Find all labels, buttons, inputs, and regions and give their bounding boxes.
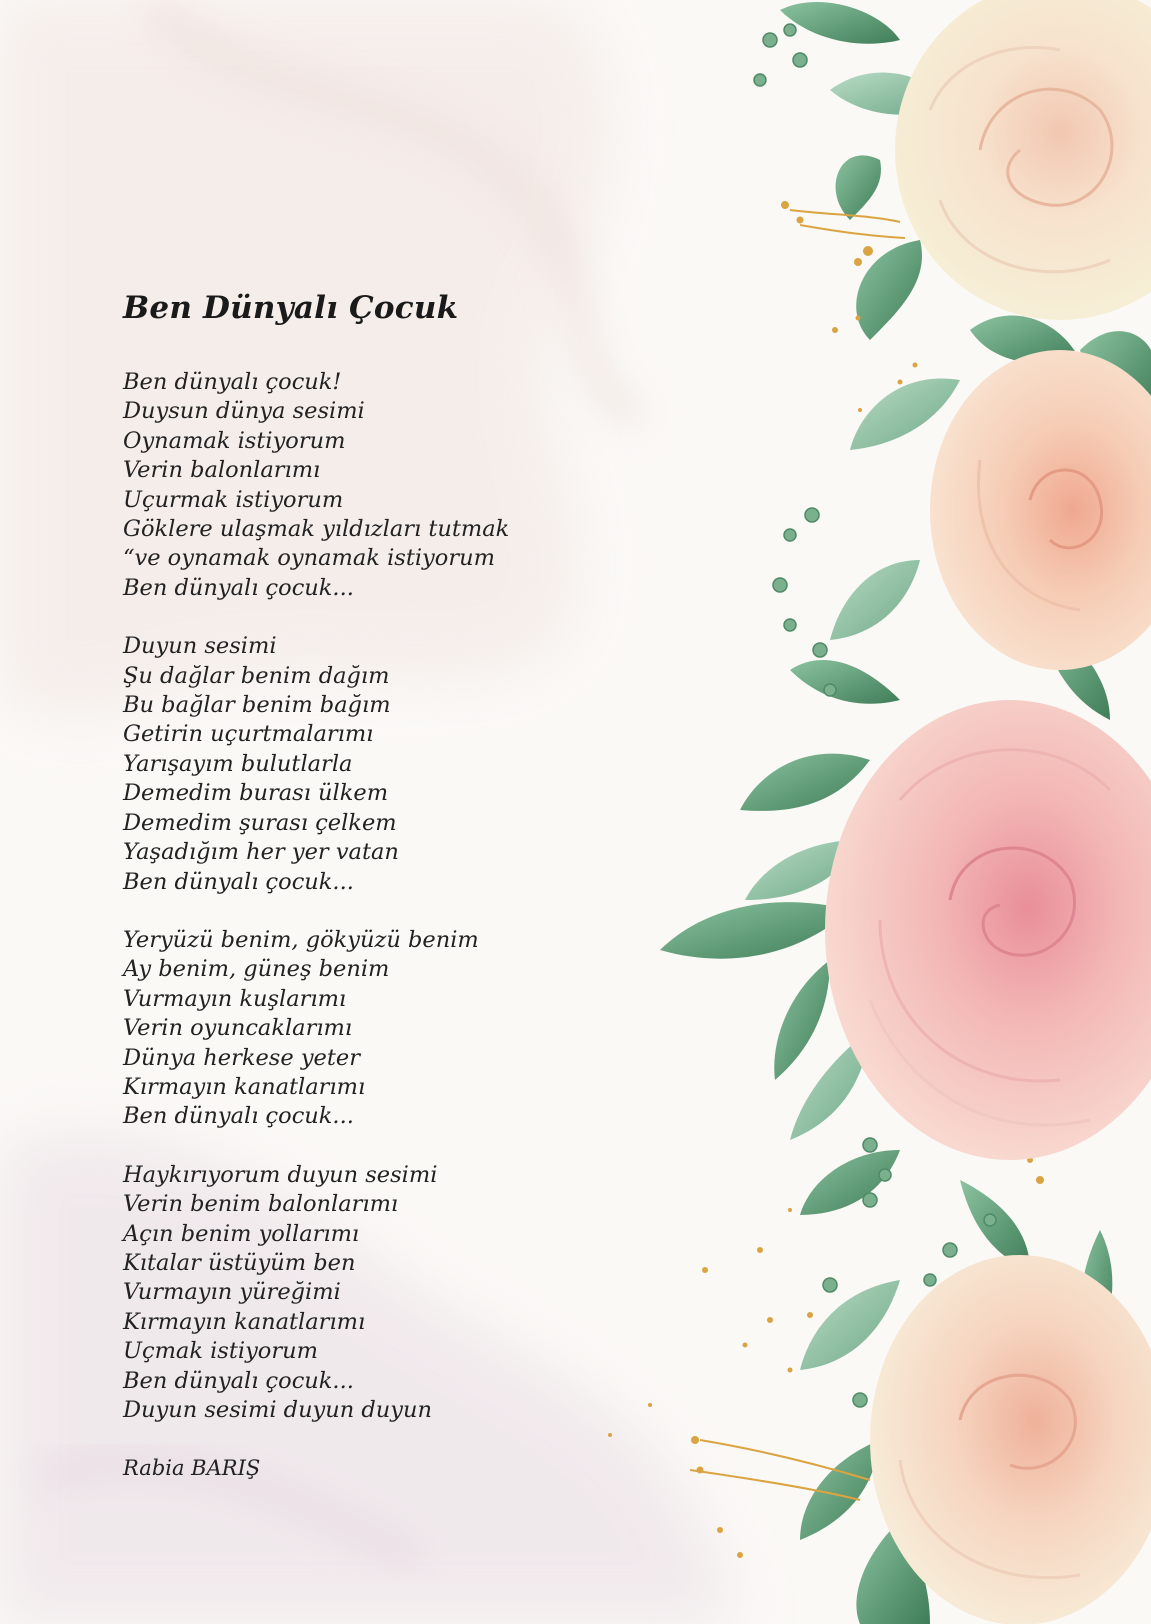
stanza-3	[123, 926, 683, 1132]
poem-line: Ben dünyalı çocuk...	[123, 1367, 354, 1394]
poem-line: Yeryüzü benim, gökyüzü benim	[123, 926, 479, 953]
poem-line: Duyun sesimi duyun duyun	[123, 1397, 432, 1423]
poem-line: Duysun dünya sesimi	[123, 398, 365, 425]
poem-line: Verin balonlarımı	[123, 457, 321, 484]
poem-line: Dünya herkese yeter	[123, 1044, 360, 1071]
poem-line: Vurmayın yüreğimi	[123, 1279, 341, 1306]
poem-line: Demedim şurası çelkem	[123, 809, 397, 836]
poem-line: Şu dağlar benim dağım	[123, 662, 390, 689]
rose-middle-pink	[825, 700, 1151, 1160]
poem-line: Ay benim, güneş benim	[123, 956, 390, 983]
poem-title: Ben Dünyalı Çocuk	[123, 290, 459, 326]
poem-line: Ben dünyalı çocuk...	[123, 868, 354, 895]
poem-line: Ben dünyalı çocuk...	[123, 574, 354, 601]
poem-line: Ben dünyalı çocuk!	[123, 369, 342, 395]
poem-line: Uçmak istiyorum	[123, 1338, 318, 1365]
rose-upper-peach	[930, 350, 1151, 670]
poem-line: Demedim burası ülkem	[123, 780, 389, 807]
stanza-2	[123, 632, 683, 897]
poem-line: Göklere ulaşmak yıldızları tutmak	[123, 516, 510, 543]
poem-line: Yaşadığım her yer vatan	[123, 839, 399, 866]
stanza-4	[123, 1161, 683, 1426]
poem-line: Yarışayım bulutlarla	[123, 750, 353, 777]
poem-line: Getirin uçurtmalarımı	[123, 721, 374, 748]
poem-line: Kırmayın kanatlarımı	[123, 1073, 366, 1100]
poem-line: Kırmayın kanatlarımı	[123, 1308, 366, 1335]
poem-line: Ben dünyalı çocuk...	[123, 1103, 354, 1130]
poem-line: “ve oynamak oynamak istiyorum	[123, 545, 495, 572]
poem-line: Kıtalar üstüyüm ben	[123, 1249, 356, 1276]
rose-top-cream	[895, 0, 1151, 320]
poem-line: Verin benim balonlarımı	[123, 1191, 399, 1218]
poem-line: Duyun sesimi	[123, 633, 277, 660]
poem-line: Haykırıyorum duyun sesimi	[123, 1161, 438, 1188]
stanza-1	[123, 368, 683, 603]
poem-line: Açın benim yollarımı	[123, 1220, 360, 1247]
poem-line: Verin oyuncaklarımı	[123, 1015, 353, 1042]
poem-author: Rabia BARIŞ	[123, 1456, 261, 1481]
poem-line: Oynamak istiyorum	[123, 427, 346, 454]
poem	[123, 288, 683, 1483]
poem-line: Uçurmak istiyorum	[123, 486, 344, 513]
poem-line: Bu bağlar benim bağım	[123, 692, 391, 719]
poem-line: Vurmayın kuşlarımı	[123, 985, 347, 1012]
